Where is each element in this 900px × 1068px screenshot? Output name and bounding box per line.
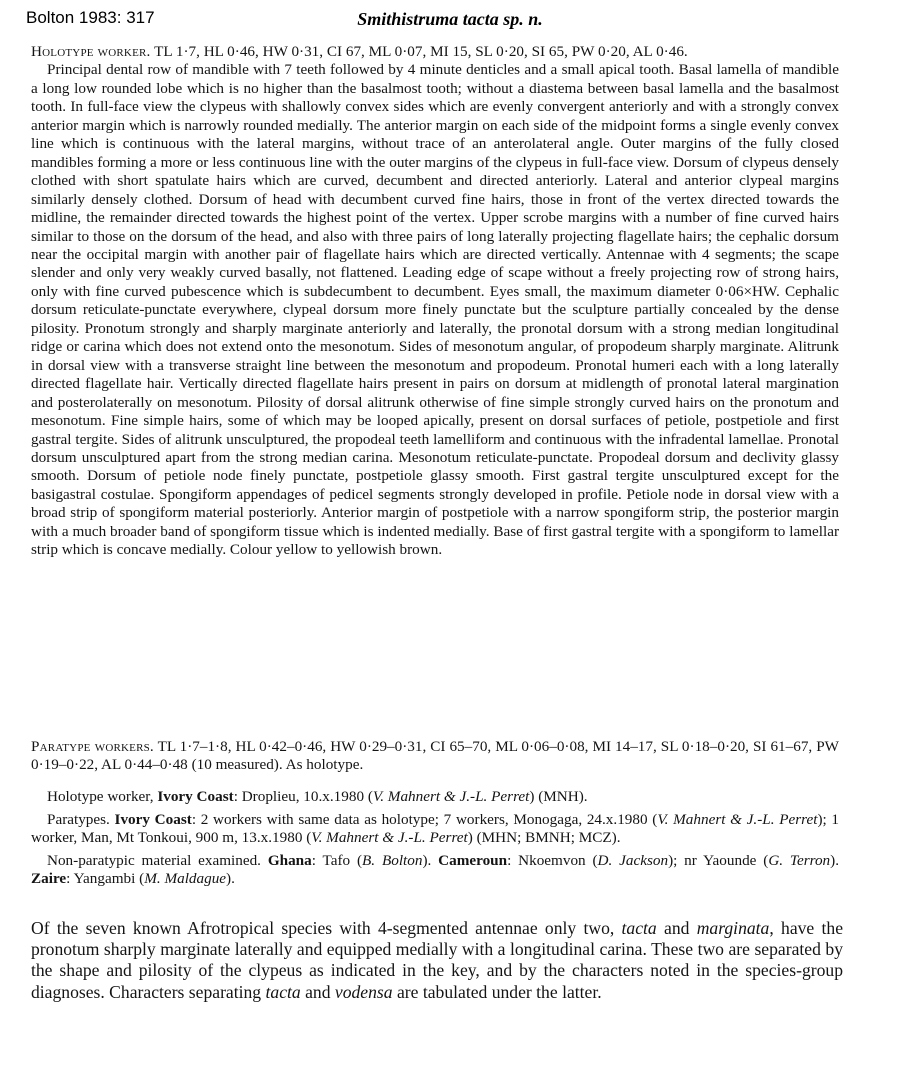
discussion-paragraph: Of the seven known Afrotropical species with 4-segmented antennae only two, tacta and marginata, have the pronotum sharply marginate laterally and equipped medially with a longitudinal carina. These two are separated by the shape and pilosity of the clypeus as indicated in the key, and by the characters noted in the species-group diagnoses. Characters separating tacta and vodensa are tabulated under the latter. [31,918,844,1002]
paratype-label: Paratype workers. [31,738,154,755]
species-status: sp. n. [503,9,543,29]
holotype-section [31,43,839,560]
collector-names: V. Mahnert & J.-L. Perret [372,788,530,805]
species-epithet: tacta [621,918,657,938]
paratype-section [31,738,839,775]
material-section [31,788,839,889]
collector-names: M. Maldague [144,870,227,887]
species-epithet: vodensa [334,981,393,1002]
country-name: Zaire [31,870,67,887]
paratype-measurements-line [31,738,839,775]
species-title [0,9,900,30]
collector-names: V. Mahnert & J.-L. Perret [311,829,468,846]
nonparatypic-material: Non-paratypic material examined. Ghana: Tafo (B. Bolton). Cameroun: Nkoemvon (D. Jackson); nr Yaounde (G. Terron). Zaire: Yangambi (M. Maldague). [31,851,840,887]
country-name: Ivory Coast [114,810,192,828]
holotype-measurements-line [31,43,839,61]
species-epithet: marginata [696,918,770,938]
holotype-measurements: TL 1·7, HL 0·46, HW 0·31, CI 67, ML 0·07, MI 15, SL 0·20, SI 65, PW 0·20, AL 0·46. [154,43,688,60]
collector-names: G. Terron [768,851,831,869]
holotype-label: Holotype worker. [31,43,151,60]
paratype-material: Paratypes. Ivory Coast: 2 workers with same data as holotype; 7 workers, Monogaga, 24.x.1980 (V. Mahnert & J.-L. Perret); 1 worker, Man, Mt Tonkoui, 900 m, 13.x.1980 (V. Mahnert & J.-L. Perret) (MHN; BMNH; MCZ). [31,810,840,846]
country-name: Ivory Coast [157,788,234,805]
country-name: Ghana [267,851,312,869]
collector-names: D. Jackson [597,851,669,869]
paratype-measurements: TL 1·7–1·8, HL 0·42–0·46, HW 0·29–0·31, CI 65–70, ML 0·06–0·08, MI 14–17, SL 0·18–0·20, SI 61–67, PW 0·19–0·22, AL 0·44–0·48 (10 measured). As holotype. [31,738,839,774]
species-epithet: tacta [265,981,301,1002]
holotype-description: Principal dental row of mandible with 7 teeth followed by 4 minute denticles and a small apical tooth. Basal lamella of mandible a long low rounded lobe which is no higher than the basalmost tooth; without a diastema between basal lamella and the basalmost tooth. In full-face view the clypeus with shallowly convex sides which are evenly convergent anteriorly and with a strongly convex anterior margin which is narrowly rounded medially. The anterior margin on each side of the midpoint forms a single evenly convex line which is continuous with the lateral margins, without trace of an anterolateral angle. Outer margins of the fully closed mandibles forming a more or less continuous line with the outer margins of the clypeus in full-face view. Dorsum of clypeus densely clothed with short spatulate hairs which are curved, decumbent and directed anteriorly. Lateral and anterior clypeal margins similarly densely clothed. Dorsum of head with decumbent curved fine hairs, those in front of the vertex directed towards the midline, the remainder directed towards the highest point of the vertex. Upper scrobe margins with a number of fine curved hairs similar to those on the dorsum of the head, and also with three pairs of long laterally projecting flagellate hairs; the cephalic dorsum near the occipital margin with another pair of flagellate hairs which are directed vertically. Antennae with 4 segments; the scape slender and only very weakly curved basally, not flattened. Leading edge of scape without a freely projecting row of strong hairs, only with fine curved pubescence which is subdecumbent to decumbent. Eyes small, the maximum diameter 0·06×HW. Cephalic dorsum reticulate-punctate everywhere, clypeal dorsum more finely punctate but the sculpture partially concealed by the dense pilosity. Pronotum strongly and sharply marginate anteriorly and laterally, the pronotal dorsum with a strong median longitudinal ridge or carina which does not extend onto the mesonotum. Sides of mesonotum angular, of propodeum sharply marginate. Alitrunk in dorsal view with a transverse straight line between the mesonotum and propodeum. Pronotal humeri each with a long laterally directed flagellate hair. Vertically directed flagellate hairs present in pairs on dorsum at midlength of pronotal lateral margination and posterolaterally on mesonotum. Pilosity of dorsal alitrunk otherwise of fine simple strongly curved hairs on the pronotum and mesonotum. Fine simple hairs, some of which may be looped apically, present on dorsal surfaces of petiole, postpetiole and first gastral tergite. Sides of alitrunk unsculptured, the propodeal teeth lamelliform and continuous with the infradental lamellae. Pronotal dorsum unsculptured apart from the strong median carina. Mesonotum reticulate-punctate. Propodeal dorsum and declivity glassy smooth. Dorsum of petiole node finely punctate, postpetiole glassy smooth. First gastral tergite unsculptured except for the basigastral costulae. Spongiform appendages of pedicel segments strongly developed in profile. Petiole node in dorsal view with a broad strip of spongiform material posteriorly. Anterior margin of postpetiole with a narrow spongiform strip, the posterior margin with a much broader band of spongiform tissue which is indented medially. Base of first gastral tergite with a spongiform to lamellar strip which is concave medially. Colour yellow to yellowish brown. [31,61,839,559]
species-name: Smithistruma tacta [357,9,499,29]
citation-source: Bolton 1983: 317 [26,8,155,27]
collector-names: V. Mahnert & J.-L. Perret [657,810,818,828]
collector-names: B. Bolton [362,851,423,869]
holotype-material: Holotype worker, Ivory Coast: Droplieu, 10.x.1980 (V. Mahnert & J.-L. Perret) (MNH). [47,788,588,805]
country-name: Cameroun [438,851,508,869]
